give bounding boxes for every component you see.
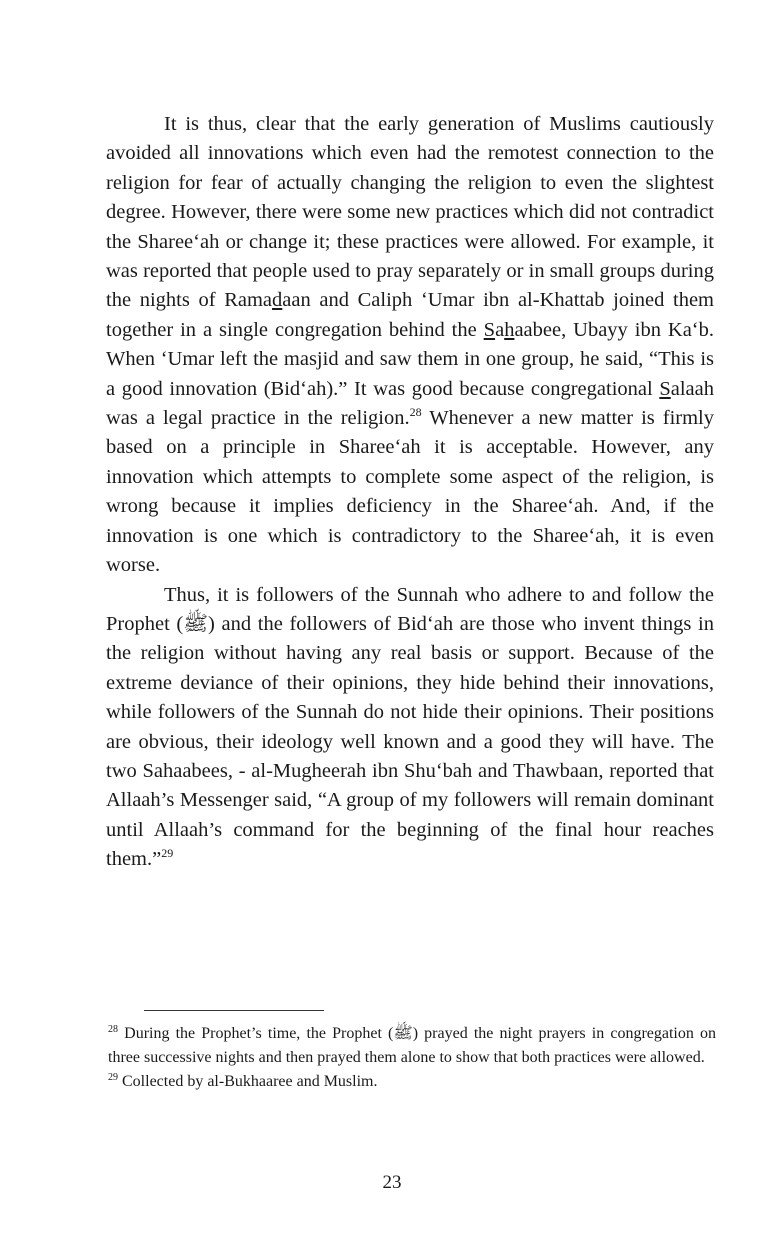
underlined-letter: S — [483, 318, 496, 341]
main-text — [106, 110, 714, 875]
paragraph-1-text: a — [495, 318, 505, 341]
footnote-number: 28 — [108, 1024, 118, 1035]
paragraph-2 — [106, 581, 714, 875]
footnote-28 — [108, 1022, 716, 1070]
footnote-text: Collected by al-Bukhaaree and Muslim. — [122, 1073, 378, 1090]
underlined-letter: h — [504, 318, 515, 341]
paragraph-1 — [106, 110, 714, 581]
footnote-divider — [144, 1010, 324, 1011]
footnote-ref-28[interactable]: 28 — [409, 405, 422, 420]
underlined-letter: d — [272, 289, 283, 312]
paragraph-1-text: alaah was a legal practice in the religion. — [106, 377, 714, 430]
footnote-ref-29[interactable]: 29 — [161, 846, 174, 861]
paragraph-2-text: Thus, it is followers of the Sunnah who adhere to and follow the Prophet (ﷺ) and the followers of Bid‘ah are those who invent things in the religion without having any real basis or support. Because of the extreme deviance of their opinions, they hide behind their innovations, while followers of the Sunnah do not hide their opinions. Their positions are obvious, their ideology well known and a good they will have. The two Sahaabees, - al-Mugheerah ibn Shu‘bah and Thawbaan, reported that Allaah’s Messenger said, “A group of my followers will remain dominant until Allaah’s command for the beginning of the final hour reaches them.” — [106, 583, 714, 871]
footnotes — [108, 1022, 716, 1094]
paragraph-1-text: aan and Caliph ‘Umar ibn al-Khattab joined them together in a single congregation behind the — [106, 289, 715, 341]
footnote-29 — [108, 1070, 716, 1094]
page-number: 23 — [382, 1172, 402, 1193]
underlined-letter: S — [659, 377, 671, 400]
paragraph-1-text: aabee, Ubayy ibn Ka‘b. When ‘Umar left the masjid and saw them in one group, he said, “This is a good innovation (Bid‘ah).” It was good because congregational — [106, 318, 715, 400]
paragraph-1-text: Whenever a new matter is firmly based on a principle in Sharee‘ah it is acceptable. However, any innovation which attempts to complete some aspect of the religion, is wrong because it implies deficiency in the Sharee‘ah. And, if the innovation is one which is contradictory to the Sharee‘ah, it is even worse. — [106, 407, 714, 577]
footnote-number: 29 — [108, 1072, 118, 1083]
paragraph-1-text: It is thus, clear that the early generation of Muslims cautiously avoided all innovations which even had the remotest connection to the religion for fear of actually changing the religion to even the slightest degree. However, there were some new practices which did not contradict the Sharee‘ah or change it; these practices were allowed. For example, it was reported that people used to pray separately or in small groups during the nights of Rama — [106, 113, 714, 312]
footnote-text: During the Prophet’s time, the Prophet (ﷺ) prayed the night prayers in congregation on three successive nights and then prayed them alone to show that both practices were allowed. — [108, 1025, 717, 1066]
